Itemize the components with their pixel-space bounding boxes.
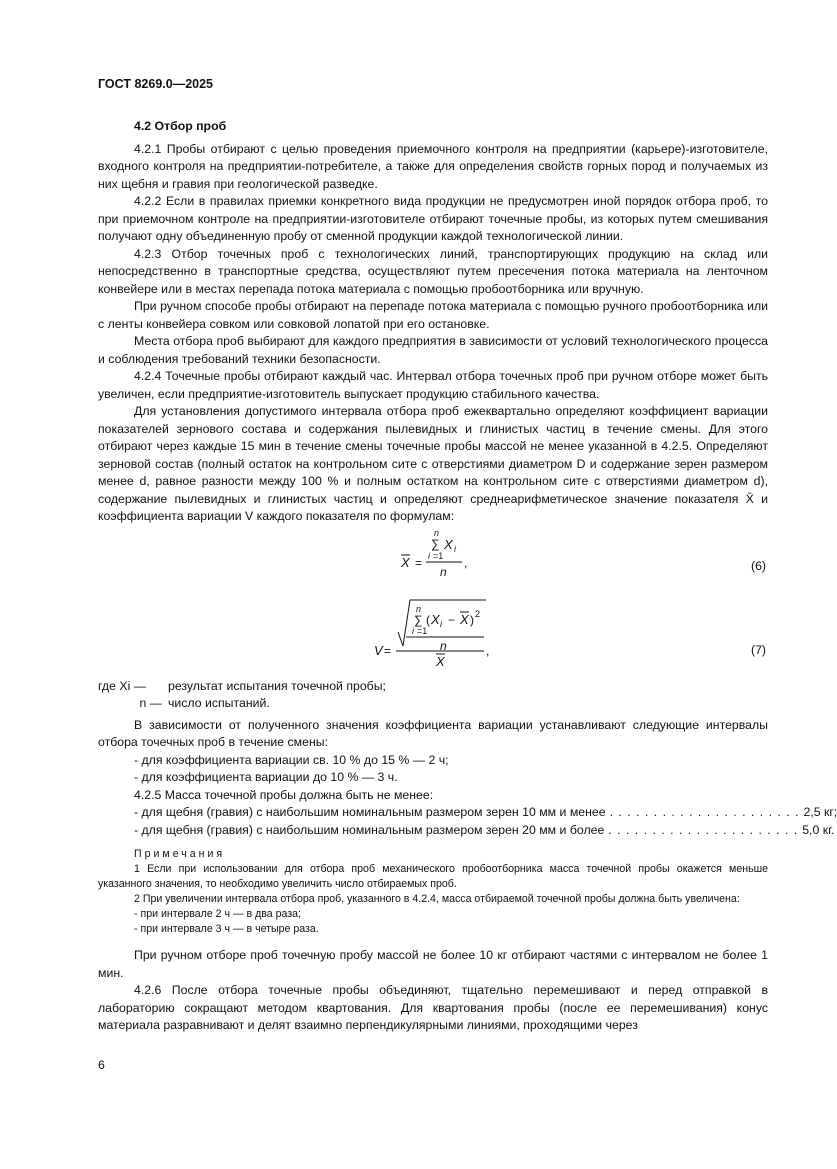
mass-row-text: - для щебня (гравия) с наибольшим номинальным размером зерен 10 мм и менее xyxy=(134,805,606,819)
svg-text:2: 2 xyxy=(475,608,481,619)
paragraph-4-2-5: 4.2.5 Масса точечной пробы должна быть не менее: xyxy=(134,787,434,802)
paragraph-4-2-2: 4.2.2 Если в правилах приемки конкретного вида продукции не предусмотрен иной порядок отбора проб, то при приемочном контроле на предприятии-изготовителе отбирают точечные пробы, из которых путем смешивания получают одну объединенную пробу от сменной продукции каждой технологической линии. xyxy=(98,194,768,243)
svg-text:=1: =1 xyxy=(417,625,428,636)
section-title: 4.2 Отбор проб xyxy=(134,119,227,133)
note-list-item: - при интервале 3 ч — в четыре раза. xyxy=(134,923,319,935)
svg-text:i: i xyxy=(412,625,414,636)
svg-text:): ) xyxy=(470,612,474,627)
list-item: - для коэффициента вариации св. 10 % до 15 % — 2 ч; xyxy=(134,752,449,767)
legend-n-symbol: n — xyxy=(139,696,162,710)
svg-text:−: − xyxy=(448,612,456,627)
paragraph-4-2-3: 4.2.3 Отбор точечных проб с технологических линий, транспортирующих продукцию на склад или непосредственно в транспортные средства, осуществляют путем пресечения потока материала на ленточном конвейере или в местах перепада потока материала с помощью пробоотборника или вручную. xyxy=(98,246,768,296)
legend-xi-text: результат испытания точечной пробы; xyxy=(168,678,386,693)
paragraph-4-2-4: 4.2.4 Точечные пробы отбирают каждый час. Интервал отбора точечных проб при ручном отборе может быть увеличен, если предприятие-изготовитель выпускает продукцию стабильного качества. xyxy=(98,369,768,401)
paragraph-4-2-1: 4.2.1 Пробы отбирают с целью проведения приемочного контроля на предприятии (карьере)-изготовителе, входного контроля на предприятии-потребителе, а также для определения свойств горных пород и получаемых из них щебня и гравия при геологической разведке. xyxy=(98,141,768,191)
legend-n xyxy=(98,695,768,713)
svg-text:X: X xyxy=(436,653,445,669)
document-body xyxy=(98,118,837,1035)
paragraph-manual-sampling: При ручном способе пробы отбирают на перепаде потока материала с помощью ручного пробоотборника или с ленты конвейера совком или совковой лопатой при его остановке. xyxy=(98,299,768,331)
list-item: - для коэффициента вариации до 10 % — 3 ч. xyxy=(134,770,398,784)
svg-text:=: = xyxy=(384,643,392,658)
legend-xi xyxy=(98,678,768,696)
legend-xi-symbol: где Xi — xyxy=(98,678,147,693)
document-header: ГОСТ 8269.0—2025 xyxy=(98,77,214,91)
page-number: 6 xyxy=(98,1058,105,1072)
svg-text:,: , xyxy=(486,643,490,658)
svg-text:,: , xyxy=(464,555,468,570)
svg-text:=: = xyxy=(415,555,423,570)
note-2: 2 При увеличении интервала отбора проб, указанного в 4.2.4, масса отбираемой точечной пробы должна быть увеличена: xyxy=(134,893,740,905)
paragraph-variation-intervals: В зависимости от полученного значения коэффициента вариации устанавливают следующие интервалы отбора точечных проб в течение смены: xyxy=(98,717,768,749)
svg-text:n: n xyxy=(434,527,440,538)
equation-number-7: (7) xyxy=(750,642,766,657)
paragraph-manual-mass: При ручном отборе проб точечную пробу массой не более 10 кг отбирают частями с интервалом не более 1 мин. xyxy=(98,948,768,980)
note-list-item: - при интервале 2 ч — в два раза; xyxy=(134,908,301,920)
note-1: 1 Если при использовании для отбора проб механического пробоотборника масса точечной пробы окажется меньше указанного значения, то необходимо увеличить число отбираемых проб. xyxy=(98,863,768,890)
formula-7-svg xyxy=(98,592,768,676)
svg-text:(: ( xyxy=(426,612,430,627)
paragraph-sampling-places: Места отбора проб выбирают для каждого предприятия в зависимости от условий технологического процесса и соблюдения требований техники безопасности. xyxy=(98,334,768,366)
mass-row-text: - для щебня (гравия) с наибольшим номинальным размером зерен 20 мм и более xyxy=(134,822,605,837)
mass-row-10mm xyxy=(98,804,837,822)
mass-row-value: 5,0 кг. xyxy=(802,822,835,837)
notes-title: Примечания xyxy=(134,848,226,860)
svg-text:X: X xyxy=(460,611,469,627)
svg-text:n: n xyxy=(440,564,447,579)
mass-row-20mm xyxy=(98,822,835,840)
formula-6-svg xyxy=(98,526,768,592)
mass-row-value: 2,5 кг; xyxy=(803,805,837,819)
equation-number-6: (6) xyxy=(750,558,766,573)
paragraph-interval: Для установления допустимого интервала отбора проб ежеквартально определяют коэффициент вариации показателей зернового состава и содержания пылевидных и глинистых частиц в течение смены. Для этого отбирают через каждые 15 мин в течение смены точечные пробы массой не менее указанной в 4.2.5. Определяют зерновой состав (полный остаток на контрольном сите с отверстиями диаметром D и содержание зерен размером менее d, равное разности между 100 % и полным остатком на контрольном сите с отверстиями диаметром d), содержание пылевидных и глинистых частиц и определяют среднеарифметическое значение показателя X̄ и коэффициента вариации V каждого показателя по формулам: xyxy=(98,404,768,523)
svg-text:n: n xyxy=(416,603,422,614)
svg-text:X: X xyxy=(431,611,440,627)
leader-dots: . . . . . . . . . . . . . . . . . . . . . . xyxy=(608,822,799,837)
notes-block xyxy=(98,847,768,937)
svg-text:i: i xyxy=(428,550,430,561)
svg-text:i: i xyxy=(440,618,442,629)
svg-text:n: n xyxy=(440,638,447,653)
svg-text:X: X xyxy=(401,554,410,570)
leader-dots: . . . . . . . . . . . . . . . . . . . . . . xyxy=(609,805,800,819)
paragraph-4-2-6: 4.2.6 После отбора точечные пробы объединяют, тщательно перемешивают и перед отправкой в лабораторию сокращают методом квартования. Для квартования пробы (после ее перемешивания) конус материала разравнивают и делят взаимно перпендикулярными линиями, проходящими через xyxy=(98,983,768,1032)
legend-n-text: число испытаний. xyxy=(168,696,270,710)
svg-text:∑: ∑ xyxy=(414,612,423,627)
svg-text:∑: ∑ xyxy=(431,536,440,551)
svg-text:V: V xyxy=(374,642,383,658)
formula-7 xyxy=(98,592,768,676)
svg-text:i: i xyxy=(454,543,456,554)
formula-6 xyxy=(98,526,768,592)
svg-text:=1: =1 xyxy=(433,550,444,561)
svg-text:X: X xyxy=(444,536,453,552)
